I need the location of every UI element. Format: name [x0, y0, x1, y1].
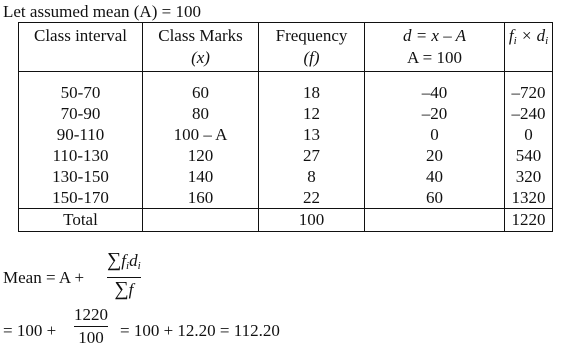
fraction-numerator: [107, 250, 141, 276]
header-class-interval: [19, 23, 143, 72]
header-line1: [505, 25, 552, 52]
cell-frequency: 12: [259, 103, 365, 124]
denominator-f: f: [128, 280, 134, 299]
frequency-table: [18, 22, 553, 232]
cell-class-interval: 50-70: [19, 72, 143, 104]
result-lhs: = 100 +: [3, 321, 57, 340]
table-row: [19, 72, 553, 104]
cell-deviation: 60: [365, 187, 505, 209]
cell-fd: 320: [505, 166, 553, 187]
header-line1: Frequency: [275, 26, 348, 45]
cell-class-interval: 70-90: [19, 103, 143, 124]
cell-frequency: 27: [259, 145, 365, 166]
header-f-sub: i: [513, 35, 517, 47]
cell-class-interval: 110-130: [19, 145, 143, 166]
cell-deviation: –40: [365, 72, 505, 104]
fraction-bar: [74, 326, 108, 327]
cell-frequency: 22: [259, 187, 365, 209]
cell-fd: 540: [505, 145, 553, 166]
sum-symbol: ∑: [107, 249, 122, 271]
sum-symbol: ∑: [114, 278, 129, 300]
numerator-f: f: [121, 251, 126, 270]
result-fraction: [74, 305, 108, 348]
header-line2: A = 100: [407, 48, 462, 67]
total-fd: 1220: [505, 209, 553, 232]
result-rhs: = 100 + 12.20 = 112.20: [120, 321, 280, 340]
header-fi-times-di: [505, 23, 553, 72]
header-class-marks: [143, 23, 259, 72]
cell-fd: –240: [505, 103, 553, 124]
total-frequency: 100: [259, 209, 365, 232]
table-total-row: [19, 209, 553, 232]
cell-deviation: 0: [365, 124, 505, 145]
numerator-d: d: [129, 251, 138, 270]
table-row: [19, 145, 553, 166]
mean-formula-fraction: [107, 250, 141, 300]
cell-class-mark: 100 – A: [143, 124, 259, 145]
cell-frequency: 8: [259, 166, 365, 187]
cell-class-mark: 60: [143, 72, 259, 104]
cell-fd: 1320: [505, 187, 553, 209]
total-label: Total: [19, 209, 143, 232]
cell-class-mark: 120: [143, 145, 259, 166]
cell-class-mark: 160: [143, 187, 259, 209]
numerator-f-sub: i: [126, 260, 130, 272]
table-header-row: [19, 23, 553, 72]
numerator-d-sub: i: [137, 260, 141, 272]
header-line1: d = x – A: [402, 26, 467, 45]
header-deviation: [365, 23, 505, 72]
cell-class-mark: 80: [143, 103, 259, 124]
cell-class-interval: 150-170: [19, 187, 143, 209]
cell-fd: 0: [505, 124, 553, 145]
total-class-mark: [143, 209, 259, 232]
cell-fd: –720: [505, 72, 553, 104]
cell-deviation: –20: [365, 103, 505, 124]
cell-class-mark: 140: [143, 166, 259, 187]
fraction-denominator: [107, 279, 141, 300]
total-deviation: [365, 209, 505, 232]
cell-class-interval: 90-110: [19, 124, 143, 145]
result-denominator: 100: [78, 328, 104, 347]
header-line1: Class Marks: [158, 26, 243, 45]
mean-formula-lhs: Mean = A +: [3, 268, 85, 287]
header-line2: (x): [191, 48, 210, 67]
header-line1: Class interval: [33, 26, 127, 45]
table-row: [19, 166, 553, 187]
assumed-mean-statement: Let assumed mean (A) = 100: [3, 2, 201, 21]
header-times-d: × d: [516, 26, 546, 45]
table-row: [19, 187, 553, 209]
table-row: [19, 124, 553, 145]
header-d-sub: i: [545, 35, 549, 47]
cell-deviation: 20: [365, 145, 505, 166]
cell-deviation: 40: [365, 166, 505, 187]
cell-frequency: 18: [259, 72, 365, 104]
cell-frequency: 13: [259, 124, 365, 145]
header-frequency: [259, 23, 365, 72]
header-line2: (f): [303, 48, 320, 67]
cell-class-interval: 130-150: [19, 166, 143, 187]
header-f: f: [508, 26, 514, 45]
result-numerator: 1220: [74, 305, 108, 324]
table-row: [19, 103, 553, 124]
